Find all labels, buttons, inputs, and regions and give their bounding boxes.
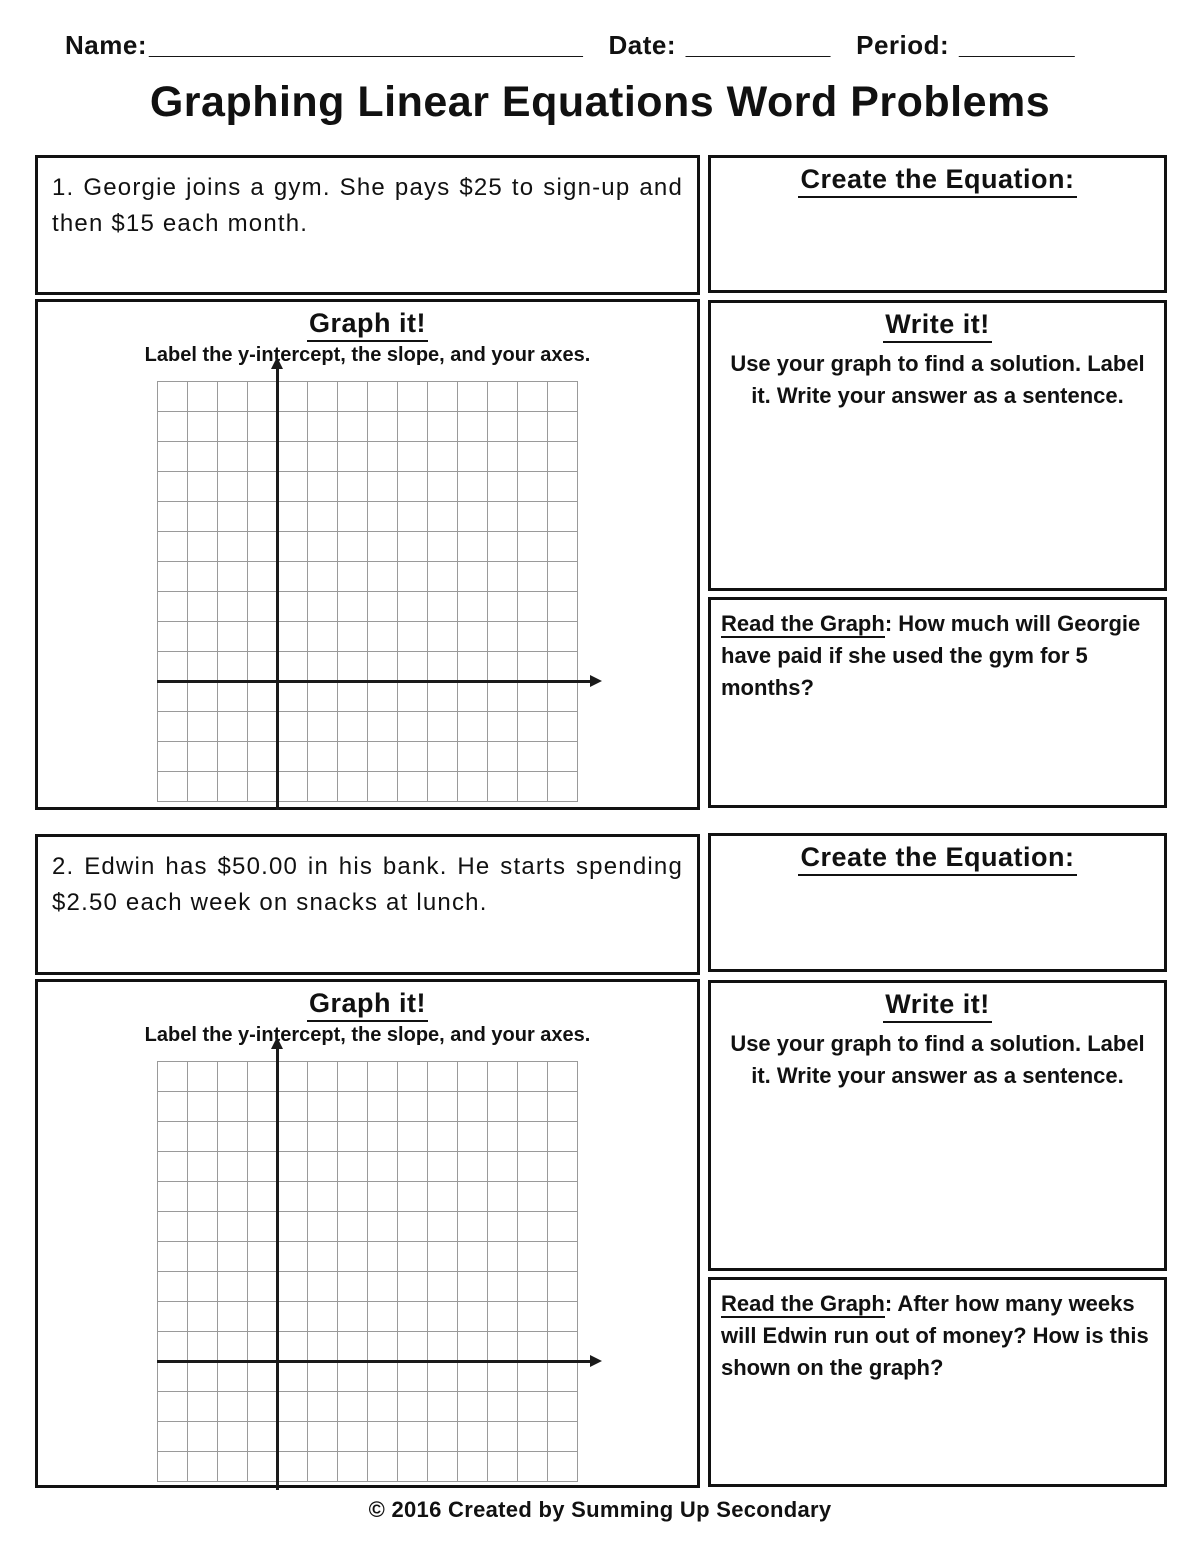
graph-it-heading-2 xyxy=(38,988,697,1022)
read-graph-text-2 xyxy=(711,1280,1164,1384)
graph-it-box-2 xyxy=(35,979,700,1488)
x-axis xyxy=(157,680,592,683)
graph-it-heading-1 xyxy=(38,308,697,342)
write-it-heading-text: Write it! xyxy=(883,309,992,343)
footer-credit: © 2016 Created by Summing Up Secondary xyxy=(368,1497,832,1522)
read-graph-question-1: : How much will Georgie have paid if she used the gym for 5 months? xyxy=(721,611,1141,700)
date-label: Date: xyxy=(608,30,677,60)
graph-it-heading-text: Graph it! xyxy=(307,988,428,1022)
name-blank: ______________________________ xyxy=(148,30,583,60)
name-label: Name: xyxy=(65,30,147,60)
write-it-heading-text: Write it! xyxy=(883,989,992,1023)
write-it-box-2 xyxy=(708,980,1167,1271)
create-equation-heading-text: Create the Equation: xyxy=(798,164,1076,198)
date-blank: __________ xyxy=(685,30,831,60)
read-graph-question-2: : After how many weeks will Edwin run out of money? How is this shown on the graph? xyxy=(721,1291,1149,1380)
write-it-heading-2 xyxy=(711,989,1164,1023)
y-axis xyxy=(276,367,279,810)
graph-it-instructions-2: Label the y-intercept, the slope, and your axes. xyxy=(144,1024,591,1046)
write-it-instructions-1: Use your graph to find a solution. Label it. Write your answer as a sentence. xyxy=(730,351,1145,408)
x-axis xyxy=(157,1360,592,1363)
period-blank: ________ xyxy=(958,30,1075,60)
problem-1-statement: 1. Georgie joins a gym. She pays $25 to sign-up and then $15 each month. xyxy=(52,174,683,237)
y-axis xyxy=(276,1047,279,1490)
graph-it-instructions-1: Label the y-intercept, the slope, and your axes. xyxy=(144,344,591,366)
coordinate-grid-1 xyxy=(157,381,578,802)
read-graph-box-1 xyxy=(708,597,1167,808)
problem-2-statement-box xyxy=(35,834,700,975)
read-graph-box-2 xyxy=(708,1277,1167,1487)
read-graph-text-1 xyxy=(711,600,1164,704)
write-it-heading-1 xyxy=(711,309,1164,343)
read-graph-label: Read the Graph xyxy=(721,1291,885,1316)
write-it-box-1 xyxy=(708,300,1167,591)
create-equation-box-2 xyxy=(708,833,1167,972)
create-equation-heading-2 xyxy=(711,842,1164,876)
problem-2-statement: 2. Edwin has $50.00 in his bank. He starts spending $2.50 each week on snacks at lunch. xyxy=(52,853,683,916)
problem-1-statement-box xyxy=(35,155,700,295)
header-fill-in-row xyxy=(65,30,1125,61)
graph-it-heading-text: Graph it! xyxy=(307,308,428,342)
create-equation-heading-1 xyxy=(711,164,1164,198)
coordinate-grid-2 xyxy=(157,1061,578,1482)
create-equation-heading-text: Create the Equation: xyxy=(798,842,1076,876)
read-graph-label: Read the Graph xyxy=(721,611,885,636)
graph-it-box-1 xyxy=(35,299,700,810)
write-it-instructions-2: Use your graph to find a solution. Label it. Write your answer as a sentence. xyxy=(730,1031,1145,1088)
page-title: Graphing Linear Equations Word Problems xyxy=(149,78,1051,126)
period-label: Period: xyxy=(856,30,950,60)
create-equation-box-1 xyxy=(708,155,1167,293)
